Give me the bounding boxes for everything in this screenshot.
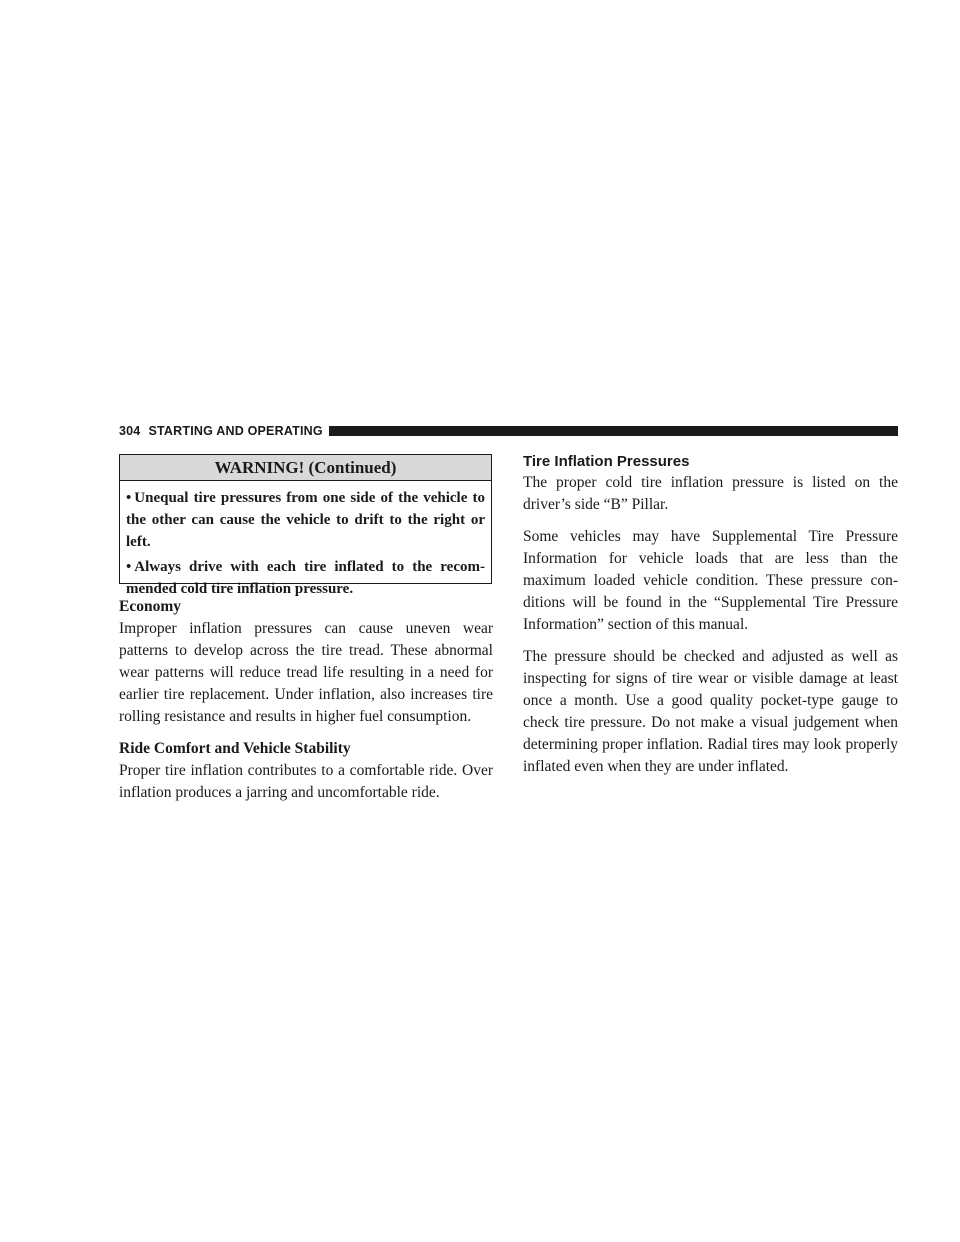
warning-item-text: Unequal tire pressures from one side of the vehicle to the other can cause the vehicle to drift to the right or left. <box>126 490 485 550</box>
warning-list <box>120 481 491 600</box>
right-column <box>523 452 898 788</box>
tire-inflation-heading: Tire Inflation Pressures <box>523 453 690 470</box>
left-column <box>119 596 493 804</box>
page-header <box>119 424 898 438</box>
ride-comfort-paragraph: Proper tire inflation contributes to a comfortable ride. Over inflation produces a jarring and uncomfortable ride. <box>119 762 493 801</box>
bullet-icon: • <box>126 490 132 506</box>
warning-item <box>126 556 485 600</box>
tire-inflation-paragraph: The proper cold tire inflation pressure is listed on the driver’s side “B” Pillar. <box>523 474 898 513</box>
section-title: STARTING AND OPERATING <box>148 424 323 438</box>
page-number: 304 <box>119 424 141 438</box>
header-rule <box>329 426 898 436</box>
ride-comfort-heading: Ride Comfort and Vehicle Stability <box>119 740 351 757</box>
warning-item <box>126 487 485 553</box>
economy-paragraph: Improper inflation pressures can cause uneven wear patterns to develop across the tire tread. These abnormal wear patterns will reduce tread life resulting in a need for earlier tire replacement. Under inflation, also increases tire rolling resistance and results in higher fuel consumption. <box>119 620 493 725</box>
tire-inflation-paragraph: Some vehicles may have Supplemental Tire Pressure Information for vehicle loads that are less than the maximum loaded vehicle condition. These pressure con- ditions will be found in the “Supplemental Tire Pressure Information” section of this manual. <box>523 528 898 633</box>
warning-item-text: Always drive with each tire inflated to the recom- mended cold tire inflation pressure. <box>126 559 485 597</box>
economy-heading: Economy <box>119 598 181 615</box>
tire-inflation-paragraph: The pressure should be checked and adjusted as well as inspecting for signs of tire wear or visible damage at least once a month. Use a good quality pocket-type gauge to check tire pressure. Do not make a visual judgement when determining proper inflation. Radial tires may look properly inflated even when they are under inflated. <box>523 648 898 775</box>
warning-title: WARNING! (Continued) <box>120 455 491 481</box>
warning-box <box>119 454 492 597</box>
bullet-icon: • <box>126 559 132 575</box>
